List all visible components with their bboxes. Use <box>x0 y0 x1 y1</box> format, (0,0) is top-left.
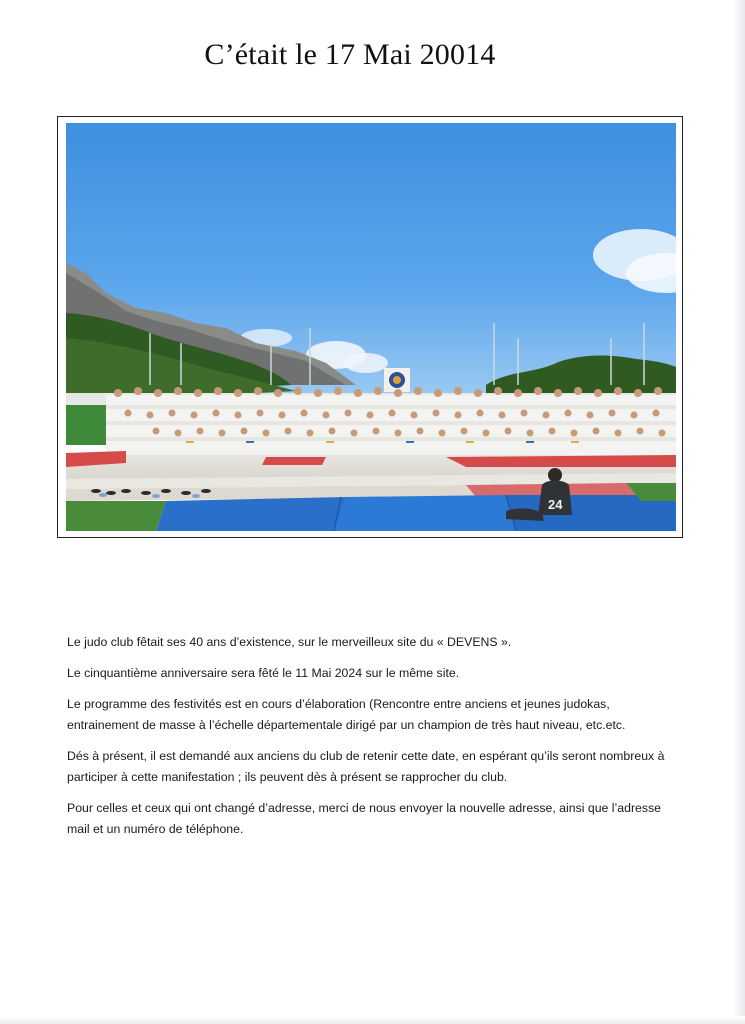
jersey-number: 24 <box>548 497 563 512</box>
page-edge <box>733 0 745 1024</box>
paragraph: Le programme des festivités est en cours d’élaboration (Rencontre entre anciens et jeunes judokas, entrainement de masse à l’échelle départementale dirigé par un champion de très haut niveau, etc.etc. <box>67 697 626 732</box>
page-edge <box>0 1016 745 1024</box>
paragraph: Dés à présent, il est demandé aux anciens du club de retenir cette date, en espérant qu’ils seront nombreux à participer à cette manifestation ; ils peuvent dès à présent se rapprocher du club. <box>67 749 665 784</box>
paragraph: Le judo club fêtait ses 40 ans d’existence, sur le merveilleux site du « DEVENS ». <box>67 635 512 649</box>
body-text <box>67 632 682 850</box>
paragraph: Le cinquantième anniversaire sera fêté le 11 Mai 2024 sur le même site. <box>67 666 460 680</box>
page-title: C’était le 17 Mai 20014 <box>204 38 496 71</box>
group-photo <box>66 123 676 531</box>
group-photo-icon <box>66 123 676 531</box>
photo-frame <box>57 116 683 538</box>
paragraph: Pour celles et ceux qui ont changé d’adresse, merci de nous envoyer la nouvelle adresse, ainsi que l’adresse mail et un numéro de téléphone. <box>67 801 662 836</box>
